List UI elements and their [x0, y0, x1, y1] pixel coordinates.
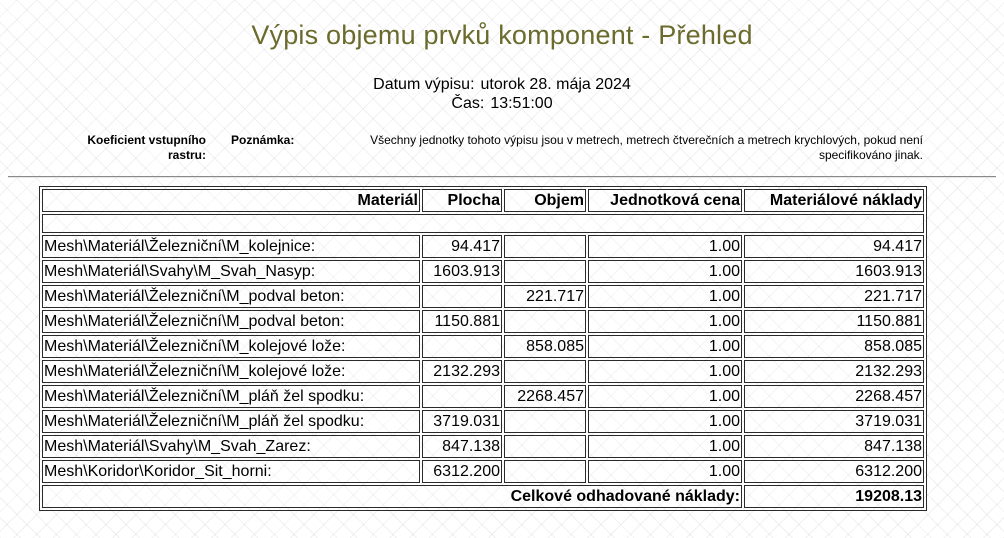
cell-material-cost: 847.138 — [744, 435, 924, 458]
cell-material-cost: 858.085 — [744, 335, 924, 358]
table-row — [42, 410, 924, 433]
time-label: Čas: — [451, 95, 485, 112]
cell-plocha: 94.417 — [422, 235, 502, 258]
cell-objem: 221.717 — [504, 285, 586, 308]
spacer-row — [42, 214, 924, 233]
table-row — [42, 285, 924, 308]
table-row — [42, 460, 924, 483]
date-line — [0, 75, 1004, 94]
report-title: Výpis objemu prvků komponent - Přehled — [251, 20, 753, 50]
material-cost-table — [39, 186, 927, 511]
cell-objem — [504, 435, 586, 458]
cell-objem — [504, 235, 586, 258]
cell-unit-price: 1.00 — [588, 385, 742, 408]
cell-plocha: 2132.293 — [422, 360, 502, 383]
cell-unit-price: 1.00 — [588, 360, 742, 383]
report-timestamp — [0, 75, 1004, 113]
coefficient-label: Koeficient vstupního rastru: — [87, 133, 206, 162]
header-objem: Objem — [504, 189, 586, 212]
cell-material-cost: 2268.457 — [744, 385, 924, 408]
cell-plocha: 1150.881 — [422, 310, 502, 333]
total-value: 19208.13 — [744, 485, 924, 508]
table-row — [42, 260, 924, 283]
cell-plocha: 6312.200 — [422, 460, 502, 483]
cell-material-cost: 1150.881 — [744, 310, 924, 333]
cell-material-cost: 221.717 — [744, 285, 924, 308]
cell-unit-price: 1.00 — [588, 460, 742, 483]
cell-unit-price: 1.00 — [588, 410, 742, 433]
date-value: utorok 28. mája 2024 — [480, 76, 631, 93]
cell-material-cost: 6312.200 — [744, 460, 924, 483]
cell-unit-price: 1.00 — [588, 235, 742, 258]
header-material-cost: Materiálové náklady — [744, 189, 924, 212]
total-label: Celkové odhadované náklady: — [42, 485, 742, 508]
table-row — [42, 335, 924, 358]
cell-material: Mesh\Materiál\Železniční\M_kolejové lože: — [42, 360, 420, 383]
table-row — [42, 385, 924, 408]
cell-objem — [504, 310, 586, 333]
cell-unit-price: 1.00 — [588, 260, 742, 283]
cell-objem — [504, 260, 586, 283]
cell-material-cost: 1603.913 — [744, 260, 924, 283]
table-row — [42, 310, 924, 333]
total-row — [42, 485, 924, 508]
table-row — [42, 235, 924, 258]
header-material: Materiál — [42, 189, 420, 212]
cell-unit-price: 1.00 — [588, 335, 742, 358]
cell-unit-price: 1.00 — [588, 435, 742, 458]
cell-material: Mesh\Materiál\Svahy\M_Svah_Zarez: — [42, 435, 420, 458]
note-label: Poznámka: — [231, 133, 295, 147]
cell-material-cost: 2132.293 — [744, 360, 924, 383]
cell-plocha — [422, 385, 502, 408]
cell-material-cost: 94.417 — [744, 235, 924, 258]
cell-material: Mesh\Materiál\Železniční\M_kolejové lože: — [42, 335, 420, 358]
table-row — [42, 360, 924, 383]
cell-plocha: 3719.031 — [422, 410, 502, 433]
table-header-row — [42, 189, 924, 212]
cell-material-cost: 3719.031 — [744, 410, 924, 433]
header-plocha: Plocha — [422, 189, 502, 212]
cell-material: Mesh\Materiál\Železniční\M_podval beton: — [42, 285, 420, 308]
cell-plocha: 847.138 — [422, 435, 502, 458]
cell-objem — [504, 410, 586, 433]
date-label: Datum výpisu: — [373, 76, 475, 93]
time-value: 13:51:00 — [490, 95, 553, 112]
note-text: Všechny jednotky tohoto výpisu jsou v metrech, metrech čtverečních a metrech krychlových, pokud není specifikováno jinak. — [370, 133, 923, 162]
time-line — [0, 94, 1004, 113]
cell-unit-price: 1.00 — [588, 285, 742, 308]
cell-objem — [504, 460, 586, 483]
horizontal-divider — [8, 176, 996, 178]
cell-plocha — [422, 335, 502, 358]
spacer-cell — [42, 214, 924, 233]
cell-plocha — [422, 285, 502, 308]
cell-material: Mesh\Materiál\Svahy\M_Svah_Nasyp: — [42, 260, 420, 283]
header-unit-price: Jednotková cena — [588, 189, 742, 212]
cell-material: Mesh\Materiál\Železniční\M_podval beton: — [42, 310, 420, 333]
cell-material: Mesh\Materiál\Železniční\M_pláň žel spodku: — [42, 410, 420, 433]
cell-objem: 858.085 — [504, 335, 586, 358]
cell-material: Mesh\Materiál\Železniční\M_kolejnice: — [42, 235, 420, 258]
cell-objem: 2268.457 — [504, 385, 586, 408]
cell-plocha: 1603.913 — [422, 260, 502, 283]
cell-material: Mesh\Koridor\Koridor_Sit_horni: — [42, 460, 420, 483]
cell-material: Mesh\Materiál\Železniční\M_pláň žel spodku: — [42, 385, 420, 408]
cell-objem — [504, 360, 586, 383]
table-row — [42, 435, 924, 458]
cell-unit-price: 1.00 — [588, 310, 742, 333]
